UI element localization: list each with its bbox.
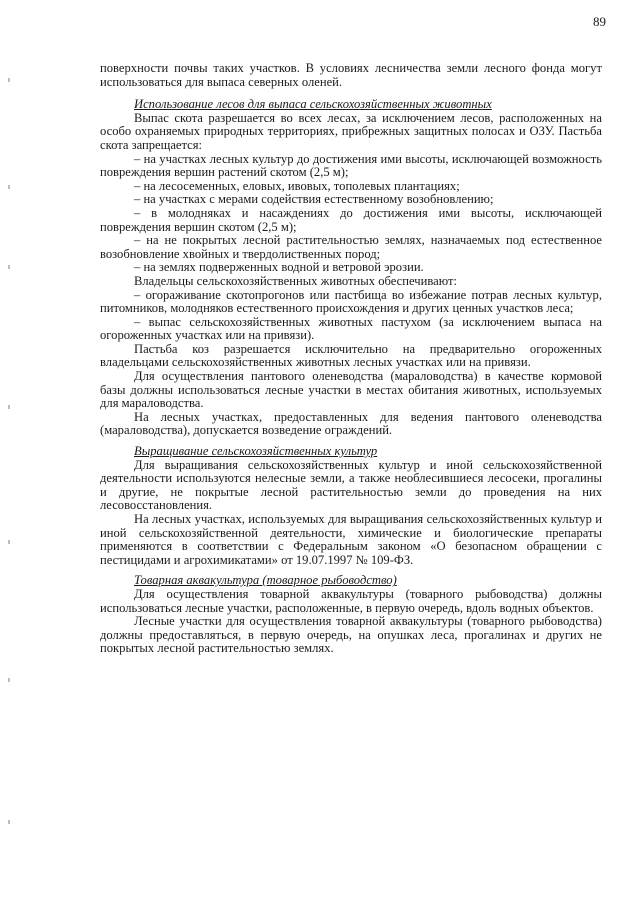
paragraph: Выпас скота разрешается во всех лесах, за исключением лесов, расположенных на особо охраняемых природных территориях, прибрежных защитных полосах и ОЗУ. Пастьба скота запрещается: xyxy=(100,110,602,152)
list-item: – на лесосеменных, еловых, ивовых, тополевых плантациях; xyxy=(134,178,460,193)
scan-mark xyxy=(8,678,10,682)
list-item: – на не покрытых лесной растительностью землях, назначаемых под естественное возобновление хвойных и твердолиственных пород; xyxy=(100,233,602,261)
page-number: 89 xyxy=(593,14,606,29)
paragraph: На лесных участках, предоставленных для ведения пантового оленеводства (мараловодства), допускается возведение ограждений. xyxy=(100,409,602,438)
paragraph: Для осуществления товарной аквакультуры (товарного рыбоводства) должны использоваться лесные участки, расположенные, в первую очередь, вдоль водных объектов. xyxy=(100,586,602,615)
list-item: – выпас сельскохозяйственных животных пастухом (за исключением выпаса на огороженных участках или на привязи). xyxy=(100,314,602,343)
list-item: – на участках лесных культур до достижения ими высоты, исключающей возможность повреждения вершин растений скотом (2,5 м); xyxy=(100,151,602,180)
list-item: – на участках с мерами содействия естественному возобновлению; xyxy=(134,192,494,207)
paragraph: Для выращивания сельскохозяйственных культур и иной сельскохозяйственной деятельности используются нелесные земли, а также необлесившиеся лесосеки, прогалины и другие, не покрытые лесной растительностью земли до проведения на них лесовосстановления. xyxy=(100,457,602,513)
paragraph: На лесных участках, используемых для выращивания сельскохозяйственных культур и иной сельскохозяйственной деятельности, химические и биологические препараты применяются в соответствии с Федеральным законом «О безопасном обращении с пестицидами и агрохимикатами» от 19.07.1997 № 109-ФЗ. xyxy=(100,512,602,567)
paragraph: Для осуществления пантового оленеводства (мараловодства) в качестве кормовой базы должны использоваться лесные участки в местах обитания животных, используемых для мараловодства. xyxy=(100,369,602,411)
scan-mark xyxy=(8,78,10,82)
section-heading-grazing: Использование лесов для выпаса сельскохозяйственных животных xyxy=(134,97,492,112)
paragraph: Владельцы сельскохозяйственных животных обеспечивают: xyxy=(134,273,457,288)
scan-mark xyxy=(8,820,10,824)
paragraph: Пастьба коз разрешается исключительно на предварительно огороженных владельцами сельскохозяйственных животных лесных участках или на привязи. xyxy=(100,341,602,370)
paragraph: Лесные участки для осуществления товарной аквакультуры (товарного рыбоводства) должны предоставляться, в первую очередь, на опушках леса, прогалинах и других не покрытых лесной растительностью землях. xyxy=(100,614,602,656)
scan-mark xyxy=(8,185,10,189)
scan-mark xyxy=(8,265,10,269)
scan-margin-marks xyxy=(8,0,14,905)
scan-mark xyxy=(8,405,10,409)
list-item: – огораживание скотопрогонов или пастбища во избежание потрав лесных культур, питомников, молодняков естественного происхождения и других ценных участков леса; xyxy=(100,287,602,316)
list-item: – на землях подверженных водной и ветровой эрозии. xyxy=(134,260,424,275)
document-body xyxy=(100,62,602,656)
section-heading-aquaculture: Товарная аквакультура (товарное рыбоводство) xyxy=(134,573,397,588)
list-item: – в молодняках и насаждениях до достижения ими высоты, исключающей повреждения вершин скотом (2,5 м); xyxy=(100,205,602,234)
section-heading-crops: Выращивание сельскохозяйственных культур xyxy=(134,444,378,459)
intro-paragraph: поверхности почвы таких участков. В условиях лесничества земли лесного фонда могут использоваться для выпаса северных оленей. xyxy=(100,61,602,89)
scan-mark xyxy=(8,540,10,544)
